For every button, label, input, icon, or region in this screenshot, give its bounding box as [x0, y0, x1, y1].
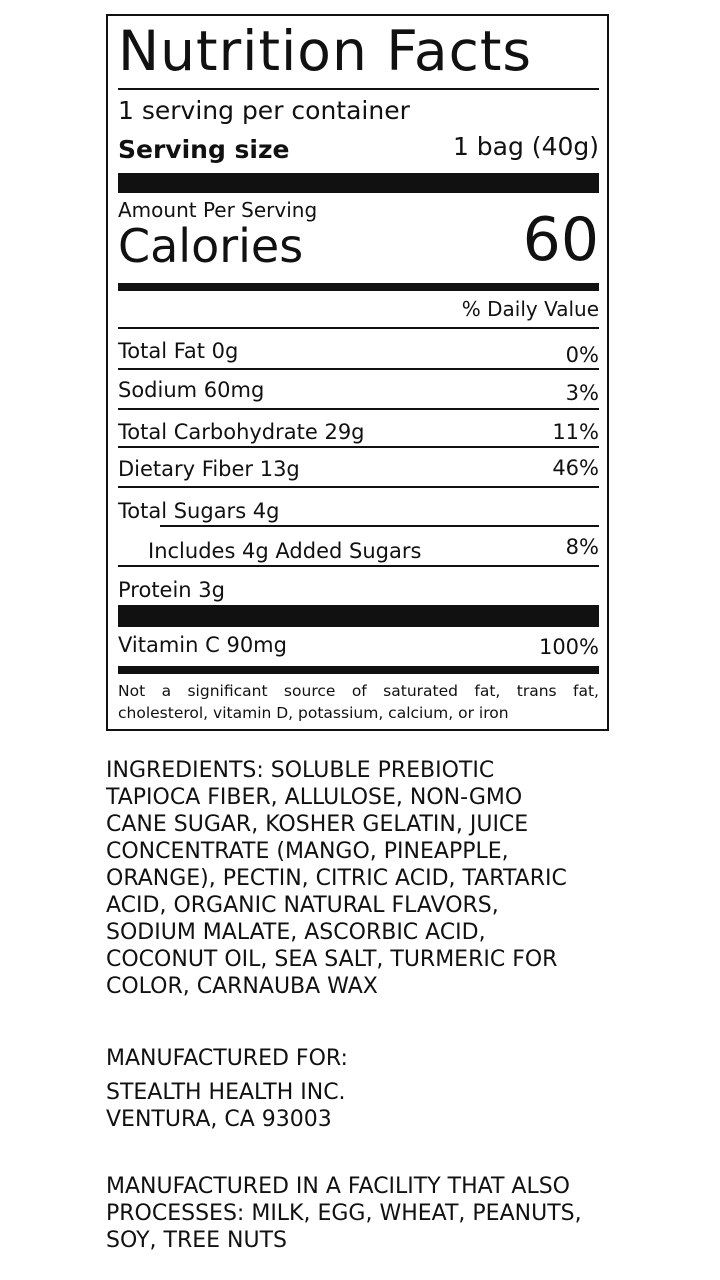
- thick-divider: [118, 173, 599, 193]
- facility-line: SOY, TREE NUTS: [106, 1228, 287, 1253]
- divider: [118, 368, 599, 370]
- nutrient-name: Total Fat 0g: [118, 339, 239, 363]
- nutrient-name: Total Sugars 4g: [118, 499, 280, 523]
- nutrient-name: Sodium 60mg: [118, 378, 265, 402]
- facility-line: PROCESSES: MILK, EGG, WHEAT, PEANUTS,: [106, 1201, 582, 1226]
- ingredients-line: SODIUM MALATE, ASCORBIC ACID,: [106, 920, 486, 945]
- amount-per-serving: Amount Per Serving: [118, 198, 318, 222]
- vitamin-name: Vitamin C 90mg: [118, 633, 287, 657]
- serving-size-label: Serving size: [118, 135, 290, 164]
- divider: [118, 486, 599, 488]
- manufacturer-block: [106, 1045, 606, 1133]
- ingredients-line: CONCENTRATE (MANGO, PINEAPPLE,: [106, 839, 509, 864]
- ingredients-block: [106, 757, 606, 1000]
- nutrient-name: Protein 3g: [118, 578, 225, 602]
- divider: [118, 446, 599, 448]
- facility-statement: [106, 1173, 606, 1254]
- divider: [118, 565, 599, 567]
- nutrient-dv: 0%: [565, 343, 599, 367]
- divider: [118, 327, 599, 329]
- nutrient-dv: 11%: [552, 420, 599, 444]
- thick-divider: [118, 605, 599, 627]
- indented-divider: [160, 525, 599, 527]
- ingredients-line: ORANGE), PECTIN, CITRIC ACID, TARTARIC: [106, 866, 567, 891]
- nutrient-dv: 3%: [565, 381, 599, 405]
- ingredients-line: CANE SUGAR, KOSHER GELATIN, JUICE: [106, 812, 529, 837]
- manufacturer-address: VENTURA, CA 93003: [106, 1107, 332, 1132]
- nutrient-name: Dietary Fiber 13g: [118, 457, 300, 481]
- medium-divider: [118, 666, 599, 674]
- divider: [118, 408, 599, 410]
- footnote: Not a significant source of saturated fat, trans fat, cholesterol, vitamin D, potassium, calcium, or iron: [118, 682, 599, 722]
- label-title: Nutrition Facts: [118, 19, 533, 83]
- ingredients-line: COLOR, CARNAUBA WAX: [106, 974, 378, 999]
- facility-line: MANUFACTURED IN A FACILITY THAT ALSO: [106, 1174, 570, 1199]
- nutrient-dv: 8%: [565, 535, 599, 559]
- daily-value-header: % Daily Value: [461, 297, 599, 321]
- calories-value: 60: [522, 205, 599, 275]
- servings-per-container: 1 serving per container: [118, 96, 410, 125]
- serving-size-value: 1 bag (40g): [452, 132, 599, 161]
- nutrition-facts-label: [106, 14, 609, 731]
- ingredients-line: INGREDIENTS: SOLUBLE PREBIOTIC: [106, 758, 495, 783]
- medium-divider: [118, 283, 599, 291]
- manufacturer-heading: MANUFACTURED FOR:: [106, 1046, 348, 1071]
- ingredients-line: TAPIOCA FIBER, ALLULOSE, NON-GMO: [106, 785, 523, 810]
- vitamin-dv: 100%: [538, 635, 599, 659]
- ingredients-line: ACID, ORGANIC NATURAL FLAVORS,: [106, 893, 499, 918]
- calories-label: Calories: [118, 219, 304, 273]
- nutrient-name: Total Carbohydrate 29g: [118, 420, 365, 444]
- nutrient-name-indented: Includes 4g Added Sugars: [148, 539, 422, 563]
- manufacturer-name: STEALTH HEALTH INC.: [106, 1080, 346, 1105]
- nutrient-dv: 46%: [552, 456, 599, 480]
- ingredients-line: COCONUT OIL, SEA SALT, TURMERIC FOR: [106, 947, 558, 972]
- divider: [118, 88, 599, 90]
